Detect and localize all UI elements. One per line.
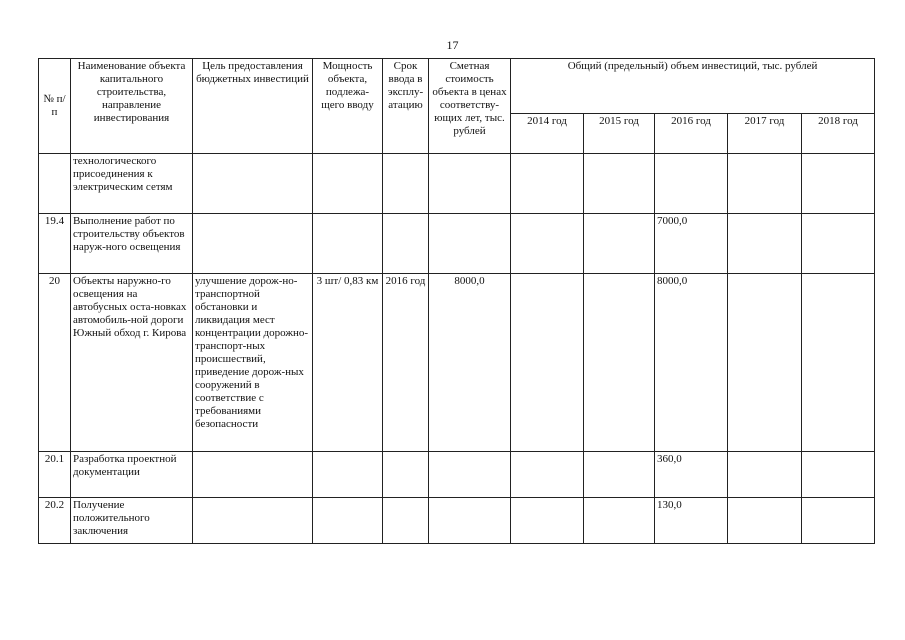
header-goal: Цель предоставления бюджетных инвестиций bbox=[193, 59, 313, 154]
row-2014 bbox=[511, 274, 584, 452]
row-object-name: Выполнение работ по строительству объектов наруж-ного освещения bbox=[71, 214, 193, 274]
row-term: 2016 год bbox=[383, 274, 429, 452]
row-goal bbox=[193, 214, 313, 274]
header-year-2017: 2017 год bbox=[728, 113, 802, 153]
row-2016: 7000,0 bbox=[655, 214, 728, 274]
row-2018 bbox=[802, 154, 875, 214]
row-2015 bbox=[584, 274, 655, 452]
header-capacity: Мощность объекта, подлежа-щего вводу bbox=[313, 59, 383, 154]
row-num: 20.2 bbox=[39, 498, 71, 544]
row-2014 bbox=[511, 154, 584, 214]
header-year-2014: 2014 год bbox=[511, 113, 584, 153]
row-cost bbox=[429, 498, 511, 544]
page-number: 17 bbox=[446, 38, 459, 52]
row-2018 bbox=[802, 498, 875, 544]
table-row bbox=[39, 498, 875, 544]
row-num: 20 bbox=[39, 274, 71, 452]
row-2016: 130,0 bbox=[655, 498, 728, 544]
row-term bbox=[383, 214, 429, 274]
row-2017 bbox=[728, 274, 802, 452]
row-goal bbox=[193, 452, 313, 498]
row-cost bbox=[429, 452, 511, 498]
header-term: Срок ввода в эксплу-атацию bbox=[383, 59, 429, 154]
investment-table bbox=[38, 58, 875, 544]
table-row bbox=[39, 154, 875, 214]
header-cost: Сметная стоимость объекта в ценах соответству-ющих лет, тыс. рублей bbox=[429, 59, 511, 154]
row-2017 bbox=[728, 214, 802, 274]
row-object-name: Получение положительного заключения bbox=[71, 498, 193, 544]
row-2017 bbox=[728, 452, 802, 498]
header-name: Наименование объекта капитального строительства, направление инвестирования bbox=[71, 59, 193, 154]
row-goal bbox=[193, 498, 313, 544]
table-row bbox=[39, 274, 875, 452]
row-2017 bbox=[728, 498, 802, 544]
row-term bbox=[383, 154, 429, 214]
row-2016: 360,0 bbox=[655, 452, 728, 498]
table-row bbox=[39, 452, 875, 498]
row-2017 bbox=[728, 154, 802, 214]
table-header bbox=[39, 59, 875, 154]
header-investment: Общий (предельный) объем инвестиций, тыс. рублей bbox=[511, 59, 875, 114]
row-2014 bbox=[511, 452, 584, 498]
row-2018 bbox=[802, 452, 875, 498]
row-2015 bbox=[584, 154, 655, 214]
row-capacity bbox=[313, 154, 383, 214]
table-body bbox=[39, 154, 875, 544]
row-cost: 8000,0 bbox=[429, 274, 511, 452]
row-2015 bbox=[584, 498, 655, 544]
row-num: 19.4 bbox=[39, 214, 71, 274]
row-object-name: Объекты наружно-го освещения на автобусных оста-новках автомобиль-ной дороги Южный обход г. Кирова bbox=[71, 274, 193, 452]
row-object-name: технологического присоединения к электрическим сетям bbox=[71, 154, 193, 214]
row-2018 bbox=[802, 274, 875, 452]
row-2018 bbox=[802, 214, 875, 274]
row-cost bbox=[429, 154, 511, 214]
header-year-2018: 2018 год bbox=[802, 113, 875, 153]
row-term bbox=[383, 498, 429, 544]
header-year-2015: 2015 год bbox=[584, 113, 655, 153]
row-term bbox=[383, 452, 429, 498]
row-2014 bbox=[511, 214, 584, 274]
row-capacity bbox=[313, 214, 383, 274]
row-object-name: Разработка проектной документации bbox=[71, 452, 193, 498]
table-row bbox=[39, 214, 875, 274]
row-num: 20.1 bbox=[39, 452, 71, 498]
row-num bbox=[39, 154, 71, 214]
row-goal: улучшение дорож-но-транспортной обстановки и ликвидация мест концентрации дорожно-транспорт-ных происшествий, приведение дорож-ных сооружений в соответствие с требованиями безопасности bbox=[193, 274, 313, 452]
row-cost bbox=[429, 214, 511, 274]
row-capacity: 3 шт/ 0,83 км bbox=[313, 274, 383, 452]
row-capacity bbox=[313, 498, 383, 544]
header-year-2016: 2016 год bbox=[655, 113, 728, 153]
row-2015 bbox=[584, 452, 655, 498]
row-goal bbox=[193, 154, 313, 214]
row-capacity bbox=[313, 452, 383, 498]
row-2015 bbox=[584, 214, 655, 274]
row-2014 bbox=[511, 498, 584, 544]
header-num: № п/п bbox=[39, 59, 71, 154]
row-2016 bbox=[655, 154, 728, 214]
row-2016: 8000,0 bbox=[655, 274, 728, 452]
